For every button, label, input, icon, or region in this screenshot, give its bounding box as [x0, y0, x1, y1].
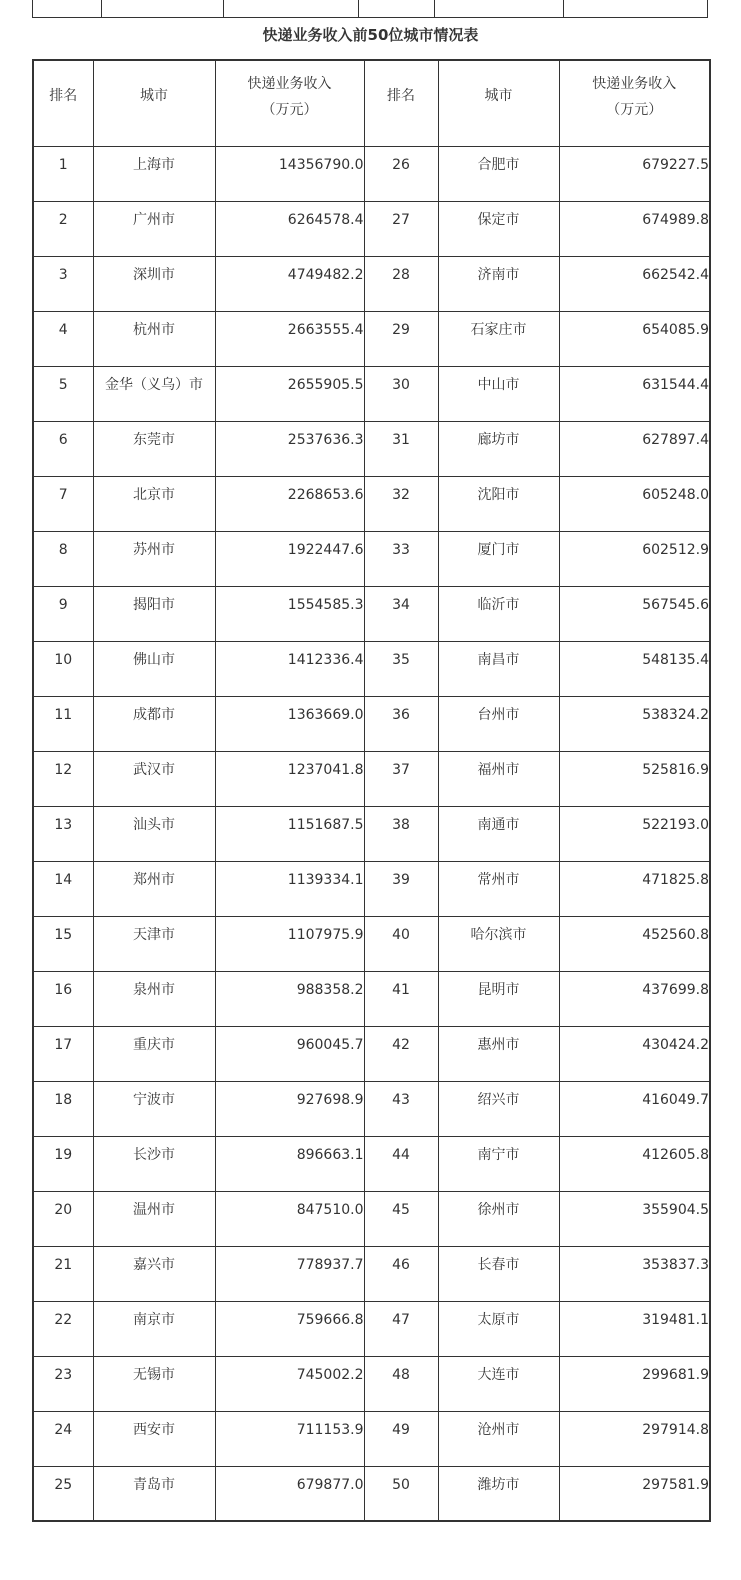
- revenue-cell: 759666.8: [215, 1301, 364, 1356]
- city-cell: 大连市: [438, 1356, 559, 1411]
- city-cell: 长春市: [438, 1246, 559, 1301]
- revenue-cell: 847510.0: [215, 1191, 364, 1246]
- city-cell: 沈阳市: [438, 476, 559, 531]
- rank-cell: 19: [33, 1136, 93, 1191]
- rank-cell: 17: [33, 1026, 93, 1081]
- table-row: [33, 421, 710, 476]
- rank-cell: 22: [33, 1301, 93, 1356]
- table-row: [33, 861, 710, 916]
- rank-cell: 20: [33, 1191, 93, 1246]
- table-row: [33, 641, 710, 696]
- revenue-cell: 745002.2: [215, 1356, 364, 1411]
- city-cell: 北京市: [93, 476, 215, 531]
- rank-cell: 50: [364, 1466, 438, 1521]
- city-cell: 台州市: [438, 696, 559, 751]
- rank-cell: 48: [364, 1356, 438, 1411]
- revenue-cell: 525816.9: [559, 751, 710, 806]
- revenue-cell: 1412336.4: [215, 641, 364, 696]
- table-row: [33, 1246, 710, 1301]
- rank-cell: 29: [364, 311, 438, 366]
- revenue-cell: 654085.9: [559, 311, 710, 366]
- city-cell: 广州市: [93, 201, 215, 256]
- rank-cell: 36: [364, 696, 438, 751]
- table-row: [33, 1466, 710, 1521]
- rank-cell: 7: [33, 476, 93, 531]
- city-cell: 杭州市: [93, 311, 215, 366]
- city-cell: 温州市: [93, 1191, 215, 1246]
- table-row: [33, 366, 710, 421]
- city-cell: 厦门市: [438, 531, 559, 586]
- header-rank-right: 排名: [364, 60, 438, 146]
- city-cell: 保定市: [438, 201, 559, 256]
- city-cell: 揭阳市: [93, 586, 215, 641]
- header-revenue-line2: （万元）: [261, 102, 318, 118]
- revenue-cell: 2268653.6: [215, 476, 364, 531]
- header-revenue-line1: 快递业务收入: [592, 76, 677, 92]
- city-cell: 成都市: [93, 696, 215, 751]
- revenue-cell: 297914.8: [559, 1411, 710, 1466]
- header-row: [33, 60, 710, 146]
- revenue-cell: 631544.4: [559, 366, 710, 421]
- city-cell: 东莞市: [93, 421, 215, 476]
- city-cell: 西安市: [93, 1411, 215, 1466]
- city-cell: 天津市: [93, 916, 215, 971]
- rank-cell: 47: [364, 1301, 438, 1356]
- table-row: [33, 751, 710, 806]
- revenue-cell: 567545.6: [559, 586, 710, 641]
- express-revenue-table: [32, 59, 711, 1522]
- city-cell: 宁波市: [93, 1081, 215, 1136]
- rank-cell: 1: [33, 146, 93, 201]
- revenue-cell: 1107975.9: [215, 916, 364, 971]
- rank-cell: 10: [33, 641, 93, 696]
- revenue-cell: 674989.8: [559, 201, 710, 256]
- revenue-cell: 605248.0: [559, 476, 710, 531]
- city-cell: 沧州市: [438, 1411, 559, 1466]
- header-city-left: 城市: [93, 60, 215, 146]
- header-revenue-right: [559, 60, 710, 146]
- table-row: [33, 201, 710, 256]
- revenue-cell: 1151687.5: [215, 806, 364, 861]
- header-rank-left: 排名: [33, 60, 93, 146]
- rank-cell: 28: [364, 256, 438, 311]
- revenue-cell: 1237041.8: [215, 751, 364, 806]
- rank-cell: 12: [33, 751, 93, 806]
- revenue-cell: 416049.7: [559, 1081, 710, 1136]
- rank-cell: 38: [364, 806, 438, 861]
- city-cell: 南宁市: [438, 1136, 559, 1191]
- rank-cell: 26: [364, 146, 438, 201]
- rank-cell: 4: [33, 311, 93, 366]
- city-cell: 郑州市: [93, 861, 215, 916]
- revenue-cell: 319481.1: [559, 1301, 710, 1356]
- revenue-cell: 297581.9: [559, 1466, 710, 1521]
- rank-cell: 6: [33, 421, 93, 476]
- table-row: [33, 146, 710, 201]
- revenue-cell: 896663.1: [215, 1136, 364, 1191]
- city-cell: 济南市: [438, 256, 559, 311]
- table-row: [33, 1301, 710, 1356]
- table-row: [33, 1026, 710, 1081]
- revenue-cell: 353837.3: [559, 1246, 710, 1301]
- revenue-cell: 960045.7: [215, 1026, 364, 1081]
- revenue-cell: 4749482.2: [215, 256, 364, 311]
- city-cell: 重庆市: [93, 1026, 215, 1081]
- rank-cell: 32: [364, 476, 438, 531]
- revenue-cell: 355904.5: [559, 1191, 710, 1246]
- rank-cell: 11: [33, 696, 93, 751]
- city-cell: 惠州市: [438, 1026, 559, 1081]
- revenue-cell: 988358.2: [215, 971, 364, 1026]
- city-cell: 中山市: [438, 366, 559, 421]
- revenue-cell: 412605.8: [559, 1136, 710, 1191]
- table-row: [33, 1136, 710, 1191]
- rank-cell: 30: [364, 366, 438, 421]
- city-cell: 上海市: [93, 146, 215, 201]
- city-cell: 徐州市: [438, 1191, 559, 1246]
- city-cell: 临沂市: [438, 586, 559, 641]
- revenue-cell: 14356790.0: [215, 146, 364, 201]
- revenue-cell: 452560.8: [559, 916, 710, 971]
- revenue-cell: 437699.8: [559, 971, 710, 1026]
- city-cell: 昆明市: [438, 971, 559, 1026]
- table-row: [33, 696, 710, 751]
- rank-cell: 49: [364, 1411, 438, 1466]
- city-cell: 哈尔滨市: [438, 916, 559, 971]
- rank-cell: 23: [33, 1356, 93, 1411]
- table-row: [33, 1191, 710, 1246]
- rank-cell: 27: [364, 201, 438, 256]
- revenue-cell: 662542.4: [559, 256, 710, 311]
- table-row: [33, 806, 710, 861]
- city-cell: 南京市: [93, 1301, 215, 1356]
- revenue-cell: 2663555.4: [215, 311, 364, 366]
- rank-cell: 34: [364, 586, 438, 641]
- city-cell: 廊坊市: [438, 421, 559, 476]
- table-row: [33, 1081, 710, 1136]
- city-cell: 金华（义乌）市: [93, 366, 215, 421]
- rank-cell: 41: [364, 971, 438, 1026]
- rank-cell: 42: [364, 1026, 438, 1081]
- rank-cell: 15: [33, 916, 93, 971]
- revenue-cell: 299681.9: [559, 1356, 710, 1411]
- revenue-cell: 679227.5: [559, 146, 710, 201]
- revenue-cell: 548135.4: [559, 641, 710, 696]
- revenue-cell: 2655905.5: [215, 366, 364, 421]
- header-revenue-line1: 快递业务收入: [247, 76, 332, 92]
- rank-cell: 14: [33, 861, 93, 916]
- rank-cell: 5: [33, 366, 93, 421]
- revenue-cell: 679877.0: [215, 1466, 364, 1521]
- previous-table-remnant: [32, 0, 708, 18]
- city-cell: 潍坊市: [438, 1466, 559, 1521]
- rank-cell: 35: [364, 641, 438, 696]
- city-cell: 泉州市: [93, 971, 215, 1026]
- revenue-cell: 2537636.3: [215, 421, 364, 476]
- rank-cell: 18: [33, 1081, 93, 1136]
- rank-cell: 8: [33, 531, 93, 586]
- city-cell: 汕头市: [93, 806, 215, 861]
- city-cell: 太原市: [438, 1301, 559, 1356]
- revenue-cell: 6264578.4: [215, 201, 364, 256]
- rank-cell: 33: [364, 531, 438, 586]
- city-cell: 南通市: [438, 806, 559, 861]
- rank-cell: 40: [364, 916, 438, 971]
- city-cell: 佛山市: [93, 641, 215, 696]
- city-cell: 苏州市: [93, 531, 215, 586]
- table-row: [33, 476, 710, 531]
- revenue-cell: 602512.9: [559, 531, 710, 586]
- city-cell: 常州市: [438, 861, 559, 916]
- table-row: [33, 311, 710, 366]
- header-revenue-left: [215, 60, 364, 146]
- city-cell: 合肥市: [438, 146, 559, 201]
- header-revenue-line2: （万元）: [606, 102, 663, 118]
- city-cell: 深圳市: [93, 256, 215, 311]
- rank-cell: 43: [364, 1081, 438, 1136]
- rank-cell: 46: [364, 1246, 438, 1301]
- revenue-cell: 1922447.6: [215, 531, 364, 586]
- table-title: 快递业务收入前50位城市情况表: [262, 26, 479, 44]
- revenue-cell: 522193.0: [559, 806, 710, 861]
- city-cell: 无锡市: [93, 1356, 215, 1411]
- rank-cell: 2: [33, 201, 93, 256]
- revenue-cell: 1139334.1: [215, 861, 364, 916]
- table-row: [33, 256, 710, 311]
- city-cell: 石家庄市: [438, 311, 559, 366]
- table-row: [33, 531, 710, 586]
- rank-cell: 31: [364, 421, 438, 476]
- revenue-cell: 778937.7: [215, 1246, 364, 1301]
- revenue-cell: 471825.8: [559, 861, 710, 916]
- rank-cell: 13: [33, 806, 93, 861]
- rank-cell: 25: [33, 1466, 93, 1521]
- rank-cell: 9: [33, 586, 93, 641]
- city-cell: 长沙市: [93, 1136, 215, 1191]
- rank-cell: 44: [364, 1136, 438, 1191]
- city-cell: 嘉兴市: [93, 1246, 215, 1301]
- table-body: [33, 146, 710, 1521]
- header-city-right: 城市: [438, 60, 559, 146]
- revenue-cell: 430424.2: [559, 1026, 710, 1081]
- revenue-cell: 538324.2: [559, 696, 710, 751]
- rank-cell: 37: [364, 751, 438, 806]
- city-cell: 青岛市: [93, 1466, 215, 1521]
- rank-cell: 24: [33, 1411, 93, 1466]
- rank-cell: 39: [364, 861, 438, 916]
- rank-cell: 3: [33, 256, 93, 311]
- city-cell: 南昌市: [438, 641, 559, 696]
- table-row: [33, 1411, 710, 1466]
- city-cell: 福州市: [438, 751, 559, 806]
- city-cell: 绍兴市: [438, 1081, 559, 1136]
- rank-cell: 21: [33, 1246, 93, 1301]
- rank-cell: 45: [364, 1191, 438, 1246]
- city-cell: 武汉市: [93, 751, 215, 806]
- revenue-cell: 1554585.3: [215, 586, 364, 641]
- revenue-cell: 1363669.0: [215, 696, 364, 751]
- revenue-cell: 711153.9: [215, 1411, 364, 1466]
- table-row: [33, 916, 710, 971]
- table-row: [33, 971, 710, 1026]
- revenue-cell: 627897.4: [559, 421, 710, 476]
- table-row: [33, 1356, 710, 1411]
- table-row: [33, 586, 710, 641]
- revenue-cell: 927698.9: [215, 1081, 364, 1136]
- rank-cell: 16: [33, 971, 93, 1026]
